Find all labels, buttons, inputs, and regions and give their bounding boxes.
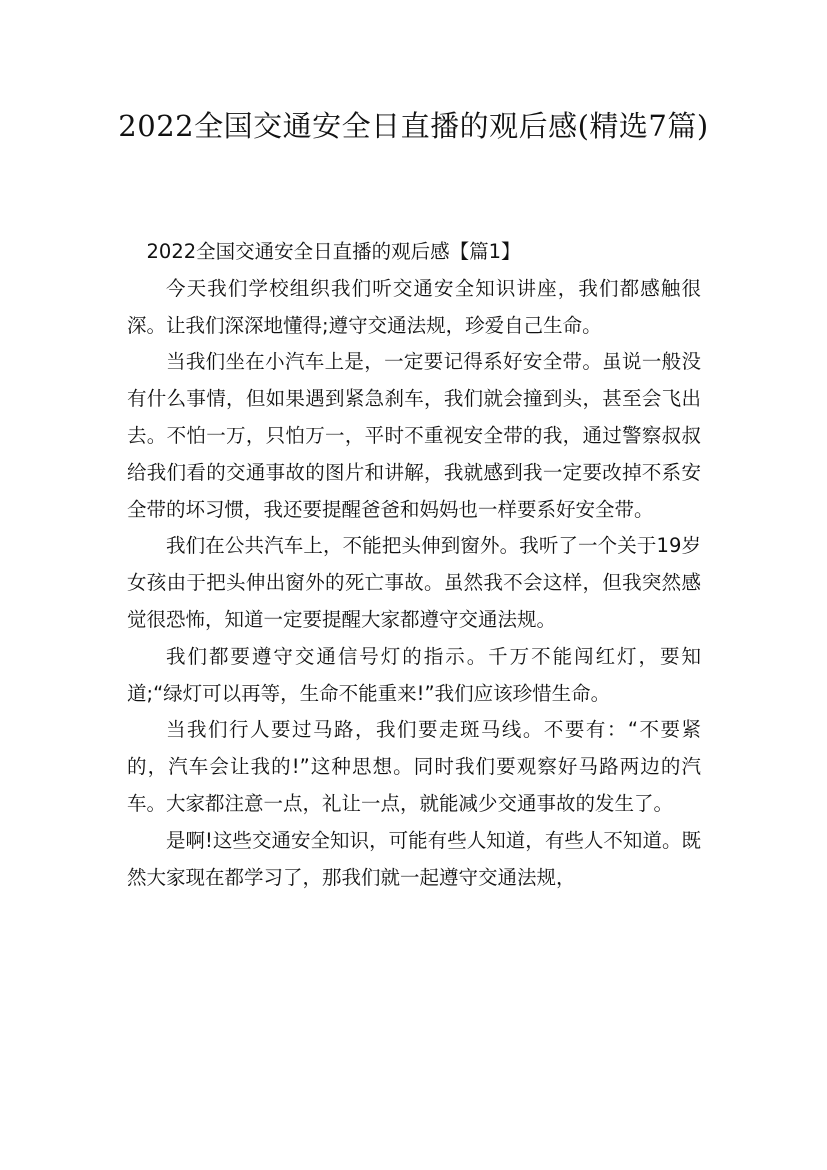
section-heading: 2022全国交通安全日直播的观后感【篇1】 [146,240,521,263]
document-body [127,234,701,896]
paragraph: 当我们行人要过马路，我们要走斑马线。不要有：“不要紧的，汽车会让我的!”这种思想。同时我们要观察好马路两边的汽车。大家都注意一点，礼让一点，就能减少交通事故的发生了。 [127,718,701,815]
document-title: 2022全国交通安全日直播的观后感(精选7篇) [118,109,709,143]
paragraph: 我们在公共汽车上，不能把头伸到窗外。我听了一个关于19岁女孩由于把头伸出窗外的死亡事故。虽然我不会这样，但我突然感觉很恐怖，知道一定要提醒大家都遵守交通法规。 [127,534,701,631]
paragraph: 当我们坐在小汽车上是，一定要记得系好安全带。虽说一般没有什么事情，但如果遇到紧急刹车，我们就会撞到头，甚至会飞出去。不怕一万，只怕万一，平时不重视安全带的我，通过警察叔叔给我们看的交通事故的图片和讲解，我就感到我一定要改掉不系安全带的坏习惯，我还要提醒爸爸和妈妈也一样要系好安全带。 [127,350,701,521]
paragraph: 我们都要遵守交通信号灯的指示。千万不能闯红灯，要知道;“绿灯可以再等，生命不能重来!”我们应该珍惜生命。 [127,644,701,705]
paragraph: 是啊!这些交通安全知识，可能有些人知道，有些人不知道。既然大家现在都学习了，那我们就一起遵守交通法规， [127,828,701,889]
paragraph: 今天我们学校组织我们听交通安全知识讲座，我们都感触很深。让我们深深地懂得;遵守交通法规，珍爱自己生命。 [127,276,701,337]
